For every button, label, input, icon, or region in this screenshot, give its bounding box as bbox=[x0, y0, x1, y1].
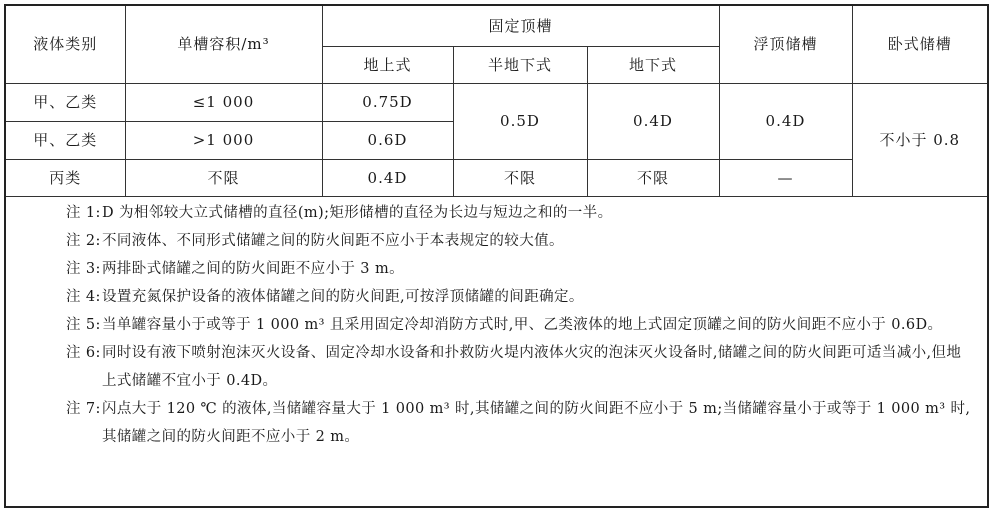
row3-type: 丙类 bbox=[6, 159, 125, 196]
ab-floating: 0.4D bbox=[719, 83, 852, 159]
row3-floating: — bbox=[719, 159, 852, 196]
notes-section bbox=[6, 199, 987, 451]
row1-volume: ≤1 000 bbox=[125, 83, 322, 121]
row1-above: 0.75D bbox=[322, 83, 453, 121]
ab-semi: 0.5D bbox=[453, 83, 587, 159]
spacing-table-frame bbox=[4, 4, 989, 508]
note-label: 注 6: bbox=[66, 345, 101, 361]
row3-volume: 不限 bbox=[125, 159, 322, 196]
note-text: 不同液体、不同形式储罐之间的防火间距不应小于本表规定的较大值。 bbox=[102, 233, 564, 249]
note-text: 当单罐容量小于或等于 1 000 m³ 且采用固定冷却消防方式时,甲、乙类液体的地上式固定顶罐之间的防火间距不应小于 0.6D。 bbox=[102, 317, 943, 333]
row3-above: 0.4D bbox=[322, 159, 453, 196]
note-label: 注 1: bbox=[66, 205, 101, 221]
note-5 bbox=[6, 311, 987, 339]
horizontal-all: 不小于 0.8 bbox=[852, 83, 987, 196]
note-text: 设置充氮保护设备的液体储罐之间的防火间距,可按浮顶储罐的间距确定。 bbox=[102, 289, 584, 305]
row2-volume: >1 000 bbox=[125, 121, 322, 159]
note-7 bbox=[6, 395, 987, 451]
header-above-ground: 地上式 bbox=[322, 46, 453, 83]
header-horizontal: 卧式储槽 bbox=[852, 6, 987, 83]
note-3 bbox=[6, 255, 987, 283]
header-underground: 地下式 bbox=[587, 46, 719, 83]
row3-under: 不限 bbox=[587, 159, 719, 196]
fire-spacing-table bbox=[6, 6, 987, 197]
note-label: 注 4: bbox=[66, 289, 101, 305]
header-floating-roof: 浮顶储槽 bbox=[719, 6, 852, 83]
note-text: 闪点大于 120 ℃ 的液体,当储罐容量大于 1 000 m³ 时,其储罐之间的防火间距不应小于 5 m;当储罐容量小于或等于 1 000 m³ 时,其储罐之间的防火间距不应小于 2 m。 bbox=[102, 401, 971, 445]
note-label: 注 2: bbox=[66, 233, 101, 249]
note-6 bbox=[6, 339, 987, 395]
note-1 bbox=[6, 199, 987, 227]
header-tank-volume: 单槽容积/m³ bbox=[125, 6, 322, 83]
ab-under: 0.4D bbox=[587, 83, 719, 159]
row1-type: 甲、乙类 bbox=[6, 83, 125, 121]
header-fixed-roof: 固定顶槽 bbox=[322, 6, 719, 46]
row2-type: 甲、乙类 bbox=[6, 121, 125, 159]
note-2 bbox=[6, 227, 987, 255]
header-semi-underground: 半地下式 bbox=[453, 46, 587, 83]
note-text: 两排卧式储罐之间的防火间距不应小于 3 m。 bbox=[102, 261, 404, 277]
note-text: D 为相邻较大立式储槽的直径(m);矩形储槽的直径为长边与短边之和的一半。 bbox=[102, 205, 613, 221]
row3-semi: 不限 bbox=[453, 159, 587, 196]
note-label: 注 3: bbox=[66, 261, 101, 277]
note-label: 注 5: bbox=[66, 317, 101, 333]
row2-above: 0.6D bbox=[322, 121, 453, 159]
note-4 bbox=[6, 283, 987, 311]
header-liquid-type: 液体类别 bbox=[6, 6, 125, 83]
note-text: 同时设有液下喷射泡沫灭火设备、固定冷却水设备和扑救防火堤内液体火灾的泡沫灭火设备时,储罐之间的防火间距可适当减小,但地上式储罐不宜小于 0.4D。 bbox=[102, 345, 962, 389]
note-label: 注 7: bbox=[66, 401, 101, 417]
